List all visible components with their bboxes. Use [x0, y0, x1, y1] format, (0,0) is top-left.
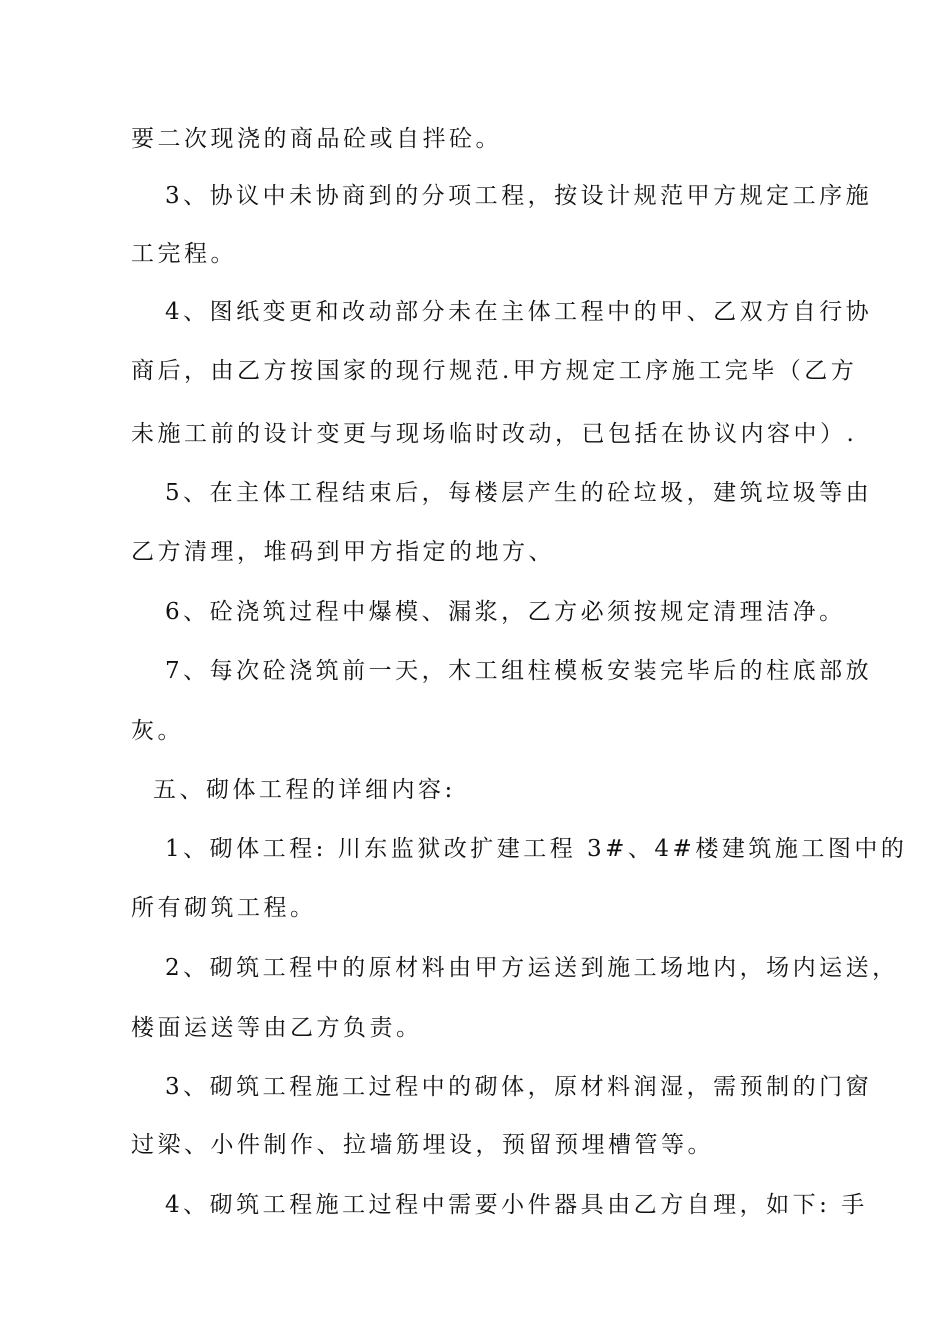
text-line-16: 楼面运送等由乙方负责。 — [131, 1015, 423, 1041]
text-line-3: 工完程。 — [131, 241, 237, 267]
text-line-7: 5、在主体工程结束后，每楼层产生的砼垃圾，建筑垃圾等由 — [165, 480, 873, 506]
section-heading: 五、砌体工程的详细内容: — [153, 777, 456, 803]
text-line-14: 所有砌筑工程。 — [131, 895, 317, 921]
text-line-4: 4、图纸变更和改动部分未在主体工程中的甲、乙双方自行协 — [165, 299, 873, 325]
text-line-19: 4、砌筑工程施工过程中需要小件器具由乙方自理，如下: 手 — [165, 1192, 868, 1218]
text-line-5: 商后，由乙方按国家的现行规范.甲方规定工序施工完毕（乙方 — [131, 358, 858, 384]
text-line-11: 灰。 — [131, 718, 184, 744]
text-line-2: 3、协议中未协商到的分项工程，按设计规范甲方规定工序施 — [165, 183, 873, 209]
text-line-18: 过梁、小件制作、拉墙筋埋设，预留预埋槽管等。 — [131, 1132, 714, 1158]
text-line-6: 未施工前的设计变更与现场临时改动，已包括在协议内容中）. — [131, 421, 858, 447]
text-line-15: 2、砌筑工程中的原材料由甲方运送到施工场地内，场内运送， — [165, 955, 899, 981]
text-line-1: 要二次现浇的商品砼或自拌砼。 — [131, 126, 502, 152]
text-line-8: 乙方清理，堆码到甲方指定的地方、 — [131, 539, 555, 565]
text-line-17: 3、砌筑工程施工过程中的砌体，原材料润湿，需预制的门窗 — [165, 1074, 873, 1100]
text-line-13: 1、砌体工程: 川东监狱改扩建工程 3#、4#楼建筑施工图中的 — [165, 836, 908, 862]
text-line-9: 6、砼浇筑过程中爆模、漏浆，乙方必须按规定清理洁净。 — [165, 599, 846, 625]
text-line-10: 7、每次砼浇筑前一天，木工组柱模板安装完毕后的柱底部放 — [165, 658, 873, 684]
